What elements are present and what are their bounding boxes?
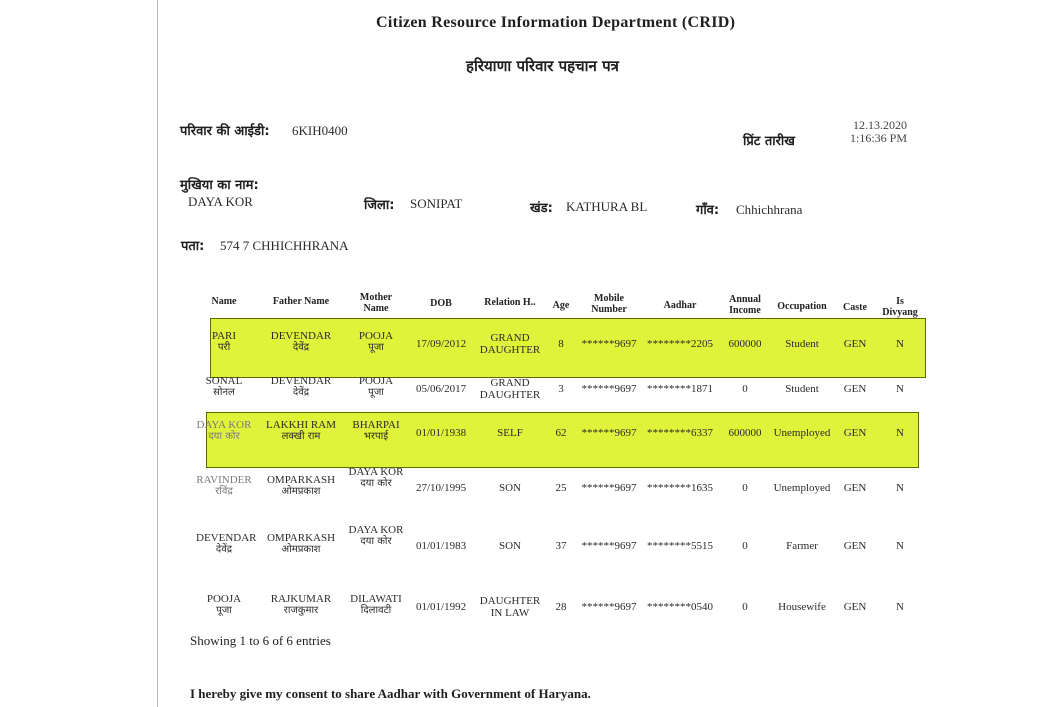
cell-occupation — [769, 338, 835, 350]
address-value: 574 7 CHHICHHRANA — [220, 238, 349, 253]
cell-text: RAJKUMAR — [270, 593, 332, 605]
cell-text-hindi: रविंद्र — [215, 486, 233, 497]
cell-text: ******9697 — [581, 427, 637, 439]
cell-text: 600000 — [728, 427, 762, 439]
cell-text: GRAND DAUGHTER — [479, 332, 541, 356]
cell-aadhar — [642, 383, 718, 395]
cell-relation — [478, 377, 542, 401]
header-col-occupation: Occupation — [777, 301, 827, 312]
cell-text-hindi: परी — [217, 342, 231, 353]
cell-text: SON — [498, 482, 521, 494]
cell-text-hindi: पूजा — [368, 387, 384, 398]
cell-relation — [478, 482, 542, 494]
cell-name — [196, 532, 257, 556]
cell-text: 05/06/2017 — [416, 383, 467, 395]
cell-text-hindi: दया कोर — [208, 431, 240, 442]
cell-text: ********1635 — [647, 482, 713, 494]
cell-dob — [416, 482, 466, 494]
cell-text: DAYA KOR — [196, 419, 252, 431]
cell-text: 01/01/1992 — [416, 601, 467, 613]
cell-text: POOJA — [358, 375, 394, 387]
print-date: 12.13.2020 — [853, 118, 908, 132]
cell-text: ******9697 — [581, 338, 637, 350]
cell-father-name — [265, 419, 337, 443]
cell-text: 0 — [742, 601, 748, 613]
cell-text: N — [896, 338, 904, 350]
cell-age — [548, 601, 574, 613]
cell-text: N — [896, 427, 904, 439]
cell-occupation — [769, 601, 835, 613]
cell-text: DEVENDAR — [270, 330, 332, 342]
cell-text: Student — [785, 383, 819, 395]
cell-text: ********0540 — [647, 601, 713, 613]
header-col-dob: DOB — [430, 298, 452, 309]
cell-father-name — [265, 532, 337, 556]
cell-occupation — [769, 540, 835, 552]
cell-age — [548, 338, 574, 350]
cell-relation — [478, 540, 542, 552]
cell-text: POOJA — [358, 330, 394, 342]
cell-dob — [416, 383, 466, 395]
cell-text: Unemployed — [773, 482, 831, 494]
cell-text-hindi: दया कोर — [360, 478, 392, 489]
cell-text: LAKKHI RAM — [266, 419, 336, 431]
cell-caste — [835, 338, 875, 350]
cell-occupation — [769, 383, 835, 395]
cell-text-hindi: देवेंद्र — [292, 342, 310, 353]
header-col-income: Annual Income — [729, 294, 761, 316]
print-date-value — [850, 119, 907, 145]
cell-relation — [478, 427, 542, 439]
cell-text-hindi: भरपाई — [363, 431, 389, 442]
cell-text: 01/01/1938 — [416, 427, 467, 439]
cell-mobile — [580, 338, 638, 350]
cell-text: 0 — [742, 482, 748, 494]
cell-text: N — [896, 540, 904, 552]
header-col-mother-name: Mother Name — [359, 292, 393, 314]
consent-text: I hereby give my consent to share Aadhar with Government of Haryana. — [190, 686, 591, 701]
cell-aadhar — [642, 601, 718, 613]
cell-mother-name — [347, 375, 405, 399]
cell-text-hindi: देवेंद्र — [292, 387, 310, 398]
cell-income — [721, 540, 769, 552]
cell-age — [548, 427, 574, 439]
cell-father-name — [265, 593, 337, 617]
address-label: पता: — [181, 239, 205, 254]
cell-name — [196, 330, 252, 354]
cell-text: GEN — [843, 383, 867, 395]
cell-text: RAVINDER — [196, 474, 252, 486]
cell-caste — [835, 383, 875, 395]
cell-text: 0 — [742, 540, 748, 552]
cell-divyang — [880, 338, 920, 350]
village-value: Chhichhrana — [736, 202, 803, 217]
cell-text: ******9697 — [581, 482, 637, 494]
cell-text-hindi: पूजा — [216, 605, 232, 616]
cell-divyang — [880, 540, 920, 552]
cell-text: DILAWATI — [350, 593, 402, 605]
cell-dob — [416, 540, 466, 552]
cell-text: GEN — [843, 338, 867, 350]
cell-text-hindi: दया कोर — [360, 536, 392, 547]
cell-occupation — [769, 427, 835, 439]
cell-text: Student — [785, 338, 819, 350]
cell-text: POOJA — [206, 593, 242, 605]
cell-text-hindi: पूजा — [368, 342, 384, 353]
cell-text: 27/10/1995 — [416, 482, 467, 494]
cell-mother-name — [347, 466, 405, 490]
cell-text: Farmer — [786, 540, 818, 552]
cell-mother-name — [347, 330, 405, 354]
cell-mobile — [580, 482, 638, 494]
cell-occupation — [769, 482, 835, 494]
cell-age — [548, 482, 574, 494]
cell-father-name — [265, 474, 337, 498]
document-title: Citizen Resource Information Department (CRID) — [376, 14, 736, 31]
header-col-age: Age — [552, 300, 570, 311]
cell-mobile — [580, 601, 638, 613]
cell-divyang — [880, 482, 920, 494]
cell-text-hindi: लक्खी राम — [281, 431, 321, 442]
cell-text: DEVENDAR — [270, 375, 332, 387]
cell-text: SON — [498, 540, 521, 552]
cell-name — [196, 474, 252, 498]
cell-text: ********5515 — [647, 540, 713, 552]
cell-income — [721, 482, 769, 494]
cell-text: ******9697 — [581, 383, 637, 395]
cell-text-hindi: सोनल — [213, 387, 235, 398]
cell-text: PARI — [211, 330, 237, 342]
cell-dob — [416, 427, 466, 439]
print-time: 1:16:36 PM — [850, 131, 908, 145]
cell-mother-name — [347, 524, 405, 548]
cell-text-hindi: ओमप्रकाश — [281, 486, 321, 497]
cell-caste — [835, 540, 875, 552]
cell-text: GEN — [843, 540, 867, 552]
cell-text: SONAL — [205, 375, 243, 387]
header-col-aadhar: Aadhar — [663, 300, 697, 311]
cell-divyang — [880, 601, 920, 613]
cell-text-hindi: देवेंद्र — [215, 544, 233, 555]
page-margin-line — [157, 0, 158, 707]
cell-text: Unemployed — [773, 427, 831, 439]
cell-income — [721, 383, 769, 395]
cell-mobile — [580, 383, 638, 395]
cell-text: ********1871 — [647, 383, 713, 395]
district-value: SONIPAT — [410, 196, 463, 211]
cell-text-hindi: ओमप्रकाश — [281, 544, 321, 555]
cell-text: N — [896, 601, 904, 613]
cell-text: DAYA KOR — [348, 466, 404, 478]
cell-text: DEVENDAR — [196, 532, 257, 544]
cell-text: GEN — [843, 427, 867, 439]
block-value: KATHURA BL — [566, 199, 648, 214]
cell-text: ******9697 — [581, 540, 637, 552]
cell-mobile — [580, 540, 638, 552]
cell-relation — [478, 332, 542, 356]
header-col-father-name: Father Name — [272, 296, 330, 307]
village-label: गाँव: — [696, 203, 720, 218]
cell-text: DAUGHTER IN LAW — [479, 595, 541, 619]
cell-father-name — [265, 330, 337, 354]
cell-text: GEN — [843, 482, 867, 494]
cell-text: 01/01/1983 — [416, 540, 467, 552]
cell-text-hindi: राजकुमार — [283, 605, 319, 616]
cell-income — [721, 427, 769, 439]
cell-text: 25 — [555, 482, 567, 494]
cell-aadhar — [642, 482, 718, 494]
cell-text: 37 — [555, 540, 567, 552]
cell-text: 3 — [558, 383, 564, 395]
cell-text: 8 — [558, 338, 564, 350]
cell-caste — [835, 601, 875, 613]
cell-text: OMPARKASH — [266, 532, 336, 544]
cell-text: ******9697 — [581, 601, 637, 613]
cell-mother-name — [347, 593, 405, 617]
cell-text: Housewife — [778, 601, 826, 613]
cell-text: GEN — [843, 601, 867, 613]
cell-caste — [835, 482, 875, 494]
cell-aadhar — [642, 338, 718, 350]
cell-income — [721, 338, 769, 350]
cell-name — [196, 375, 252, 399]
cell-income — [721, 601, 769, 613]
cell-text: N — [896, 383, 904, 395]
cell-mother-name — [347, 419, 405, 443]
cell-caste — [835, 427, 875, 439]
header-col-mobile: Mobile Number — [591, 293, 627, 315]
header-col-relation: Relation H.. — [484, 297, 536, 308]
header-col-caste: Caste — [843, 302, 867, 313]
header-col-divyang: Is Divyang — [882, 296, 918, 318]
family-id-label: परिवार की आईडी: — [180, 124, 270, 139]
cell-dob — [416, 601, 466, 613]
entries-info: Showing 1 to 6 of 6 entries — [190, 633, 331, 648]
head-name-value: DAYA KOR — [188, 194, 253, 209]
head-name-label: मुखिया का नाम: — [180, 178, 259, 193]
district-label: जिला: — [364, 198, 395, 213]
cell-text: BHARPAI — [352, 419, 400, 431]
document-subtitle: हरियाणा परिवार पहचान पत्र — [466, 57, 619, 75]
cell-text: GRAND DAUGHTER — [479, 377, 541, 401]
cell-text-hindi: दिलावटी — [360, 605, 392, 616]
header-col-name: Name — [211, 296, 237, 307]
cell-father-name — [265, 375, 337, 399]
cell-dob — [416, 338, 466, 350]
cell-text: 600000 — [728, 338, 762, 350]
cell-relation — [478, 595, 542, 619]
cell-text: 62 — [555, 427, 567, 439]
cell-mobile — [580, 427, 638, 439]
cell-age — [548, 383, 574, 395]
cell-aadhar — [642, 427, 718, 439]
cell-text: OMPARKASH — [266, 474, 336, 486]
cell-text: DAYA KOR — [348, 524, 404, 536]
cell-text: 17/09/2012 — [416, 338, 467, 350]
cell-text: ********6337 — [647, 427, 713, 439]
cell-text: N — [896, 482, 904, 494]
cell-text: 0 — [742, 383, 748, 395]
cell-aadhar — [642, 540, 718, 552]
print-date-label: प्रिंट तारीख — [743, 134, 795, 149]
block-label: खंड: — [530, 201, 553, 216]
cell-name — [196, 593, 252, 617]
cell-age — [548, 540, 574, 552]
cell-divyang — [880, 383, 920, 395]
family-id-value: 6KIH0400 — [292, 123, 348, 138]
cell-text: SELF — [497, 427, 523, 439]
cell-text: ********2205 — [647, 338, 713, 350]
cell-text: 28 — [555, 601, 567, 613]
cell-divyang — [880, 427, 920, 439]
cell-name — [196, 419, 252, 443]
